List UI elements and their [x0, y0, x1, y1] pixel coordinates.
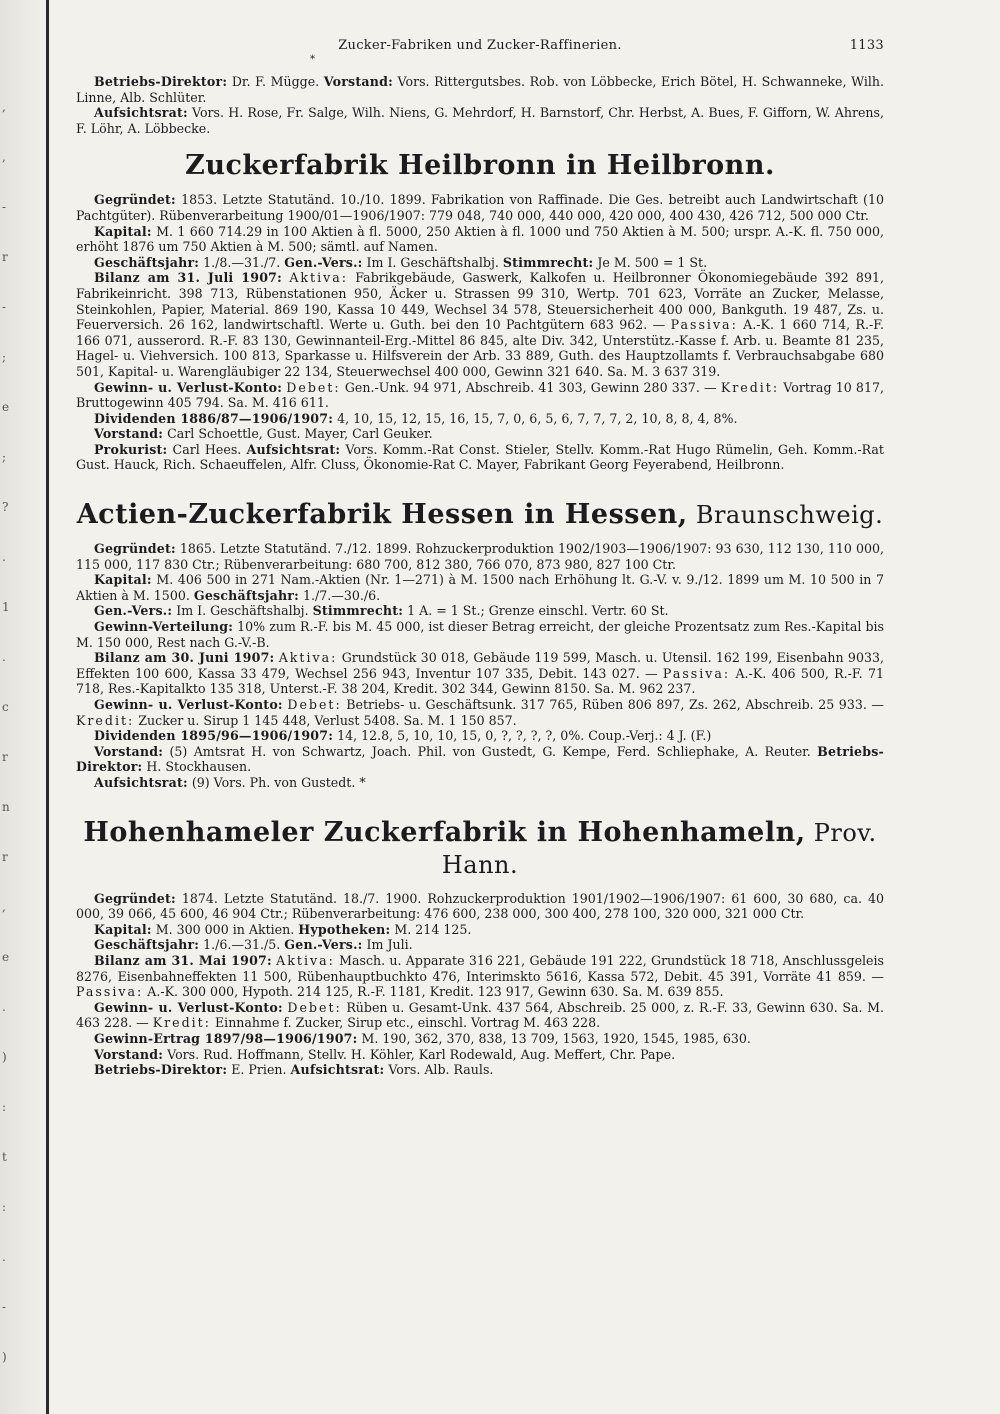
- entry-paragraph: [76, 270, 884, 379]
- field-text: Gen.-Unk. 94 971, Abschreib. 41 303, Gewinn 280 337. —: [340, 379, 721, 395]
- field-label: Dividenden 1895/96—1906/1907:: [94, 728, 334, 744]
- field-text: M. 190, 362, 370, 838, 13 709, 1563, 1920, 1545, 1985, 630.: [357, 1030, 751, 1046]
- spaced-label: Kredit:: [720, 379, 780, 395]
- company-entry: [76, 817, 884, 1078]
- field-text: 1./8.—31./7.: [199, 254, 285, 270]
- field-label: Geschäftsjahr:: [94, 254, 200, 270]
- field-label: Stimmrecht:: [312, 603, 404, 619]
- margin-fragment: .: [2, 650, 6, 664]
- margin-fragment: -: [2, 1300, 7, 1314]
- field-label: Gen.-Vers.:: [94, 603, 173, 619]
- entry-paragraph: [76, 411, 884, 427]
- field-text: A.-K. 300 000, Hypoth. 214 125, R.-F. 1181, Kredit. 123 917, Gewinn 630. Sa. M. 639 855.: [143, 984, 724, 1000]
- margin-fragment: ,: [2, 900, 6, 914]
- margin-fragment: n: [2, 800, 10, 814]
- margin-fragment: ,: [2, 100, 6, 114]
- field-text: Fabrikgebäude, Gaswerk, Kalkofen u. Heilbronner Ökonomiegebäude 392 891, Fabrikeinricht. 398 713, Rübenstationen 950, Äcker u. Strassen 99 310, Wertp. 701 623, Vorräte an Zucker, Melasse, Steinkohlen, Papier, Material. 869 190, Kassa 10 449, Wechsel 34 578, Steuersicherheit 400 000, Bankguth. 19 487, Zs. u. Feuerversich. 26 162, landwirtschaftl. Werte u. Guth. bei den 10 Pachtgütern 683 962. —: [76, 270, 884, 333]
- spaced-label: Passiva:: [662, 665, 731, 681]
- field-label: Kapital:: [94, 921, 152, 937]
- entry-paragraph: [76, 1047, 884, 1063]
- entry-paragraph: [76, 255, 884, 271]
- entry-paragraph: [76, 442, 884, 473]
- company-location: Braunschweig.: [687, 501, 884, 530]
- field-text: Vortrag 10 817, Bruttogewinn 405 794. Sa. M. 416 611.: [76, 379, 884, 411]
- field-text: Carl Hees.: [167, 441, 247, 457]
- field-label: Betriebs-Direktor:: [94, 1062, 228, 1078]
- field-text: Rüben u. Gesamt-Unk. 437 564, Abschreib. 25 000, z. R.-F. 33, Gewinn 630. Sa. M. 463 228. —: [76, 999, 884, 1031]
- entry-paragraph: [76, 744, 884, 775]
- company-title: [76, 499, 884, 531]
- field-text: 10% zum R.-F. bis M. 45 000, ist dieser Betrag erreicht, der gleiche Prozentsatz zum Res.-Kapital bis M. 150 000, Rest nach G.-V.-B.: [76, 619, 884, 650]
- running-title: Zucker-Fabriken und Zucker-Raffinerien.: [338, 38, 622, 53]
- entry-paragraph: [76, 1000, 884, 1031]
- entry-paragraph: [76, 650, 884, 697]
- field-label: Vorstand:: [94, 743, 164, 759]
- field-text: (5) Amtsrat H. von Schwartz, Joach. Phil. von Gustedt, G. Kempe, Ferd. Schliephake, A. Reuter.: [163, 743, 818, 759]
- field-text: Dr. F. Mügge.: [227, 74, 324, 89]
- spaced-label: Debet:: [286, 379, 341, 395]
- field-text: Je M. 500 = 1 St.: [593, 254, 708, 270]
- running-header: [76, 38, 884, 65]
- field-label: Vorstand:: [94, 1046, 164, 1062]
- field-text: 1865. Letzte Statutänd. 7./12. 1899. Rohzuckerproduktion 1902/1903—1906/1907: 93 630, 112 130, 110 000, 115 000, 117 830 Ctr.; Rübenverarbeitung: 680 700, 812 380, 766 070, 873 980, 827 100 Ctr.: [76, 541, 884, 572]
- field-label: Gewinn-Ertrag 1897/98—1906/1907:: [94, 1030, 358, 1046]
- entry-paragraph: [76, 224, 884, 255]
- prelude-paragraph: [76, 105, 884, 136]
- spaced-label: Passiva:: [76, 984, 144, 1000]
- field-text: M. 214 125.: [390, 921, 472, 937]
- field-text: 1./7.—30./6.: [298, 587, 381, 603]
- print-mark: *: [310, 54, 316, 65]
- entry-paragraph: [76, 572, 884, 603]
- field-text: A.-K. 1 660 714, R.-F. 166 071, ausserord. R.-F. 83 130, Gewinnanteil-Erg.-Mittel 86 845, alte Div. 342, Unterstütz.-Kasse f. Arb. u. Beamte 81 235, Hagel- u. Viehversich. 100 813, Sparkasse u. Hilfsverein der Arb. 33 889, Guth. des Hauptzollamts f. Verbrauchsabgabe 680 501, Kapital- u. Warengläubiger 22 134, Steuerwechsel 400 000, Gewinn 321 640. Sa. M. 3 637 319.: [76, 317, 884, 379]
- margin-fragment: .: [2, 1250, 6, 1264]
- entry-paragraph: [76, 728, 884, 744]
- entry-paragraph: [76, 891, 884, 922]
- entry-paragraph: [76, 697, 884, 728]
- spaced-label: Kredit:: [152, 1015, 211, 1031]
- field-label: Gen.-Vers.:: [284, 254, 363, 270]
- field-label: Vorstand:: [323, 74, 393, 89]
- field-text: Zucker u. Sirup 1 145 448, Verlust 5408. Sa. M. 1 150 857.: [134, 712, 517, 728]
- margin-fragment: ;: [2, 350, 7, 364]
- previous-company-continuation: [76, 74, 884, 136]
- entry-paragraph: [76, 1062, 884, 1078]
- margin-fragment: ;: [2, 450, 7, 464]
- company-entry: [76, 150, 884, 473]
- spaced-label: Debet:: [287, 999, 342, 1015]
- spaced-label: Debet:: [287, 697, 342, 712]
- field-text: (9) Vors. Ph. von Gustedt. *: [187, 774, 366, 790]
- spaced-label: Kredit:: [76, 712, 135, 728]
- margin-fragment: r: [2, 750, 8, 764]
- company-location: Prov. Hann.: [441, 818, 877, 879]
- entry-paragraph: [76, 1031, 884, 1047]
- entry-paragraph: [76, 937, 884, 953]
- field-label: Bilanz am 30. Juni 1907:: [94, 650, 275, 666]
- margin-fragment: :: [2, 1100, 7, 1114]
- field-text: E. Prien.: [227, 1062, 291, 1078]
- field-text: Vors. Komm.-Rat Const. Stieler, Stellv. Komm.-Rat Hugo Rümelin, Geh. Komm.-Rat Gust. Hauck, Rich. Schaeuffelen, Alfr. Cluss, Ökonomie-Rat C. Mayer, Fabrikant Georg Feyerabend, Heilbronn.: [76, 441, 884, 473]
- margin-fragment: r: [2, 250, 8, 264]
- field-label: Kapital:: [94, 572, 152, 588]
- field-label: Betriebs-Direktor:: [94, 74, 228, 89]
- field-label: Vorstand:: [94, 426, 164, 442]
- field-label: Aufsichtsrat:: [94, 774, 188, 790]
- field-label: Gewinn- u. Verlust-Konto:: [94, 999, 283, 1015]
- field-text: Vors. Rittergutsbes. Rob. von Löbbecke, Erich Bötel, H. Schwanneke, Wilh. Linne, Alb. Schlüter.: [76, 74, 884, 105]
- field-label: Bilanz am 31. Juli 1907:: [94, 270, 282, 286]
- spaced-label: Passiva:: [670, 317, 738, 333]
- spaced-label: Aktiva:: [289, 270, 348, 286]
- entry-paragraph: [76, 541, 884, 572]
- field-label: Gewinn-Verteilung:: [94, 619, 234, 635]
- field-label: Gegründet:: [94, 890, 176, 906]
- field-label: Stimmrecht:: [502, 254, 594, 270]
- field-label: Bilanz am 31. Mai 1907:: [94, 952, 272, 968]
- field-text: M. 406 500 in 271 Nam.-Aktien (Nr. 1—271) à M. 1500 nach Erhöhung lt. G.-V. v. 9./12. 1899 um M. 10 500 in 7 Aktien à M. 1500.: [76, 572, 884, 603]
- book-page: [76, 38, 884, 1104]
- company-name: Zuckerfabrik Heilbronn in Heilbronn.: [185, 150, 775, 182]
- margin-fragment: t: [2, 1150, 7, 1164]
- field-label: Betriebs-Direktor:: [76, 743, 884, 775]
- margin-fragment: -: [2, 300, 7, 314]
- field-label: Gewinn- u. Verlust-Konto:: [94, 697, 283, 712]
- field-text: 4, 10, 15, 12, 15, 16, 15, 7, 0, 6, 5, 6, 7, 7, 7, 2, 10, 8, 8, 4, 8%.: [333, 410, 738, 426]
- field-text: A.-K. 406 500, R.-F. 71 718, Res.-Kapitalkto 135 318, Unterst.-F. 38 204, Kredit. 302 344, Gewinn 8150. Sa. M. 962 237.: [76, 665, 884, 697]
- entry-paragraph: [76, 775, 884, 791]
- field-label: Geschäftsjahr:: [193, 587, 299, 603]
- field-label: Aufsichtsrat:: [94, 105, 188, 121]
- field-label: Hypotheken:: [298, 921, 391, 937]
- margin-fragment: .: [2, 550, 6, 564]
- field-text: 1 A. = 1 St.; Grenze einschl. Vertr. 60 St.: [403, 603, 669, 619]
- field-text: Im I. Geschäftshalbj.: [362, 254, 503, 270]
- field-label: Kapital:: [94, 223, 152, 239]
- margin-fragment: c: [2, 700, 9, 714]
- field-label: Gewinn- u. Verlust-Konto:: [94, 379, 283, 395]
- field-text: Einnahme f. Zucker, Sirup etc., einschl. Vortrag M. 463 228.: [210, 1015, 601, 1031]
- field-text: 1./6.—31./5.: [199, 937, 285, 953]
- company-name: Hohenhameler Zuckerfabrik in Hohenhameln,: [83, 816, 806, 848]
- entry-paragraph: [76, 922, 884, 938]
- margin-fragment: e: [2, 950, 10, 964]
- field-label: Dividenden 1886/87—1906/1907:: [94, 410, 334, 426]
- spaced-label: Aktiva:: [276, 952, 335, 968]
- company-name: Actien-Zuckerfabrik Hessen in Hessen,: [76, 499, 688, 531]
- field-text: Im Juli.: [362, 937, 413, 953]
- entry-paragraph: [76, 619, 884, 650]
- margin-fragment: ): [2, 1350, 7, 1364]
- margin-fragment: ?: [2, 500, 9, 514]
- field-label: Gegründet:: [94, 192, 176, 208]
- field-label: Aufsichtsrat:: [246, 441, 341, 457]
- company-entry: [76, 499, 884, 791]
- company-title: [76, 150, 884, 182]
- entry-paragraph: [76, 192, 884, 223]
- field-text: Grundstück 30 018, Gebäude 119 599, Masch. u. Utensil. 162 199, Eisenbahn 9033, Effekten 100 600, Kassa 33 479, Wechsel 256 943, Inventur 107 335, Debit. 143 027. —: [76, 650, 884, 681]
- page-number: 1133: [849, 38, 884, 53]
- margin-fragment: r: [2, 850, 8, 864]
- margin-fragment: ,: [2, 150, 6, 164]
- margin-fragment: -: [2, 200, 7, 214]
- margin-fragment: ): [2, 1050, 7, 1064]
- company-entries: [76, 150, 884, 1077]
- field-label: Gen.-Vers.:: [284, 937, 363, 953]
- margin-fragment: e: [2, 400, 10, 414]
- field-text: Vors. H. Rose, Fr. Salge, Wilh. Niens, G. Mehrdorf, H. Barnstorf, Chr. Herbst, A. Bues, F. Gifforn, W. Ahrens, F. Löhr, A. Löbbecke.: [76, 105, 884, 136]
- margin-fragment: 1: [2, 600, 10, 614]
- spaced-label: Aktiva:: [278, 650, 338, 666]
- field-text: M. 1 660 714.29 in 100 Aktien à fl. 5000, 250 Aktien à fl. 1000 und 750 Aktien à M. 500; urspr. A.-K. fl. 750 000, erhöht 1876 um 750 Aktien à M. 500; sämtl. auf Namen.: [76, 223, 884, 255]
- field-text: Im I. Geschäftshalbj.: [172, 603, 313, 619]
- margin-fragment: :: [2, 1200, 7, 1214]
- field-label: Prokurist:: [94, 441, 168, 457]
- entry-paragraph: [76, 603, 884, 619]
- field-text: Masch. u. Apparate 316 221, Gebäude 191 222, Grundstück 18 718, Anschlussgeleis 8276, Eisenbahneffekten 11 500, Rübenhauptbuchkto 476, Interimskto 5616, Kassa 572, Debit. 45 391, Vorräte 41 859. —: [76, 952, 884, 984]
- company-title: [76, 817, 884, 881]
- field-text: 14, 12.8, 5, 10, 10, 15, 0, ?, ?, ?, ?, 0%. Coup.-Verj.: 4 J. (F.): [333, 728, 712, 744]
- facing-page-margin-fragments: [0, 0, 12, 1414]
- entry-paragraph: [76, 953, 884, 1000]
- field-text: Carl Schoettle, Gust. Mayer, Carl Geuker.: [163, 426, 433, 442]
- field-text: Vors. Alb. Rauls.: [384, 1062, 494, 1078]
- entry-paragraph: [76, 426, 884, 442]
- field-label: Aufsichtsrat:: [290, 1062, 385, 1078]
- field-label: Geschäftsjahr:: [94, 937, 200, 953]
- field-text: H. Stockhausen.: [142, 759, 252, 775]
- field-text: 1853. Letzte Statutänd. 10./10. 1899. Fabrikation von Raffinade. Die Ges. betreibt auch Landwirtschaft (10 Pachtgüter). Rübenverarbeitung 1900/01—1906/1907: 779 048, 740 000, 440 000, 420 000, 400 430, 426 712, 500 000 Ctr.: [76, 192, 884, 223]
- field-text: Vors. Rud. Hoffmann, Stellv. H. Köhler, Karl Rodewald, Aug. Meffert, Chr. Pape.: [163, 1046, 676, 1062]
- field-text: Betriebs- u. Geschäftsunk. 317 765, Rüben 806 897, Zs. 262, Abschreib. 25 933. —: [341, 697, 884, 712]
- entry-paragraph: [76, 380, 884, 411]
- field-label: Gegründet:: [94, 541, 176, 557]
- gutter-edge-line: [46, 0, 49, 1414]
- prelude-paragraph: [76, 74, 884, 105]
- field-text: 1874. Letzte Statutänd. 18./7. 1900. Rohzuckerproduktion 1901/1902—1906/1907: 61 600, 30 680, ca. 40 000, 39 066, 45 600, 46 904 Ctr.; Rübenverarbeitung: 476 600, 238 000, 300 400, 278 100, 320 000, 321 000 Ctr.: [76, 890, 884, 922]
- field-text: M. 300 000 in Aktien.: [151, 921, 299, 937]
- margin-fragment: .: [2, 1000, 6, 1014]
